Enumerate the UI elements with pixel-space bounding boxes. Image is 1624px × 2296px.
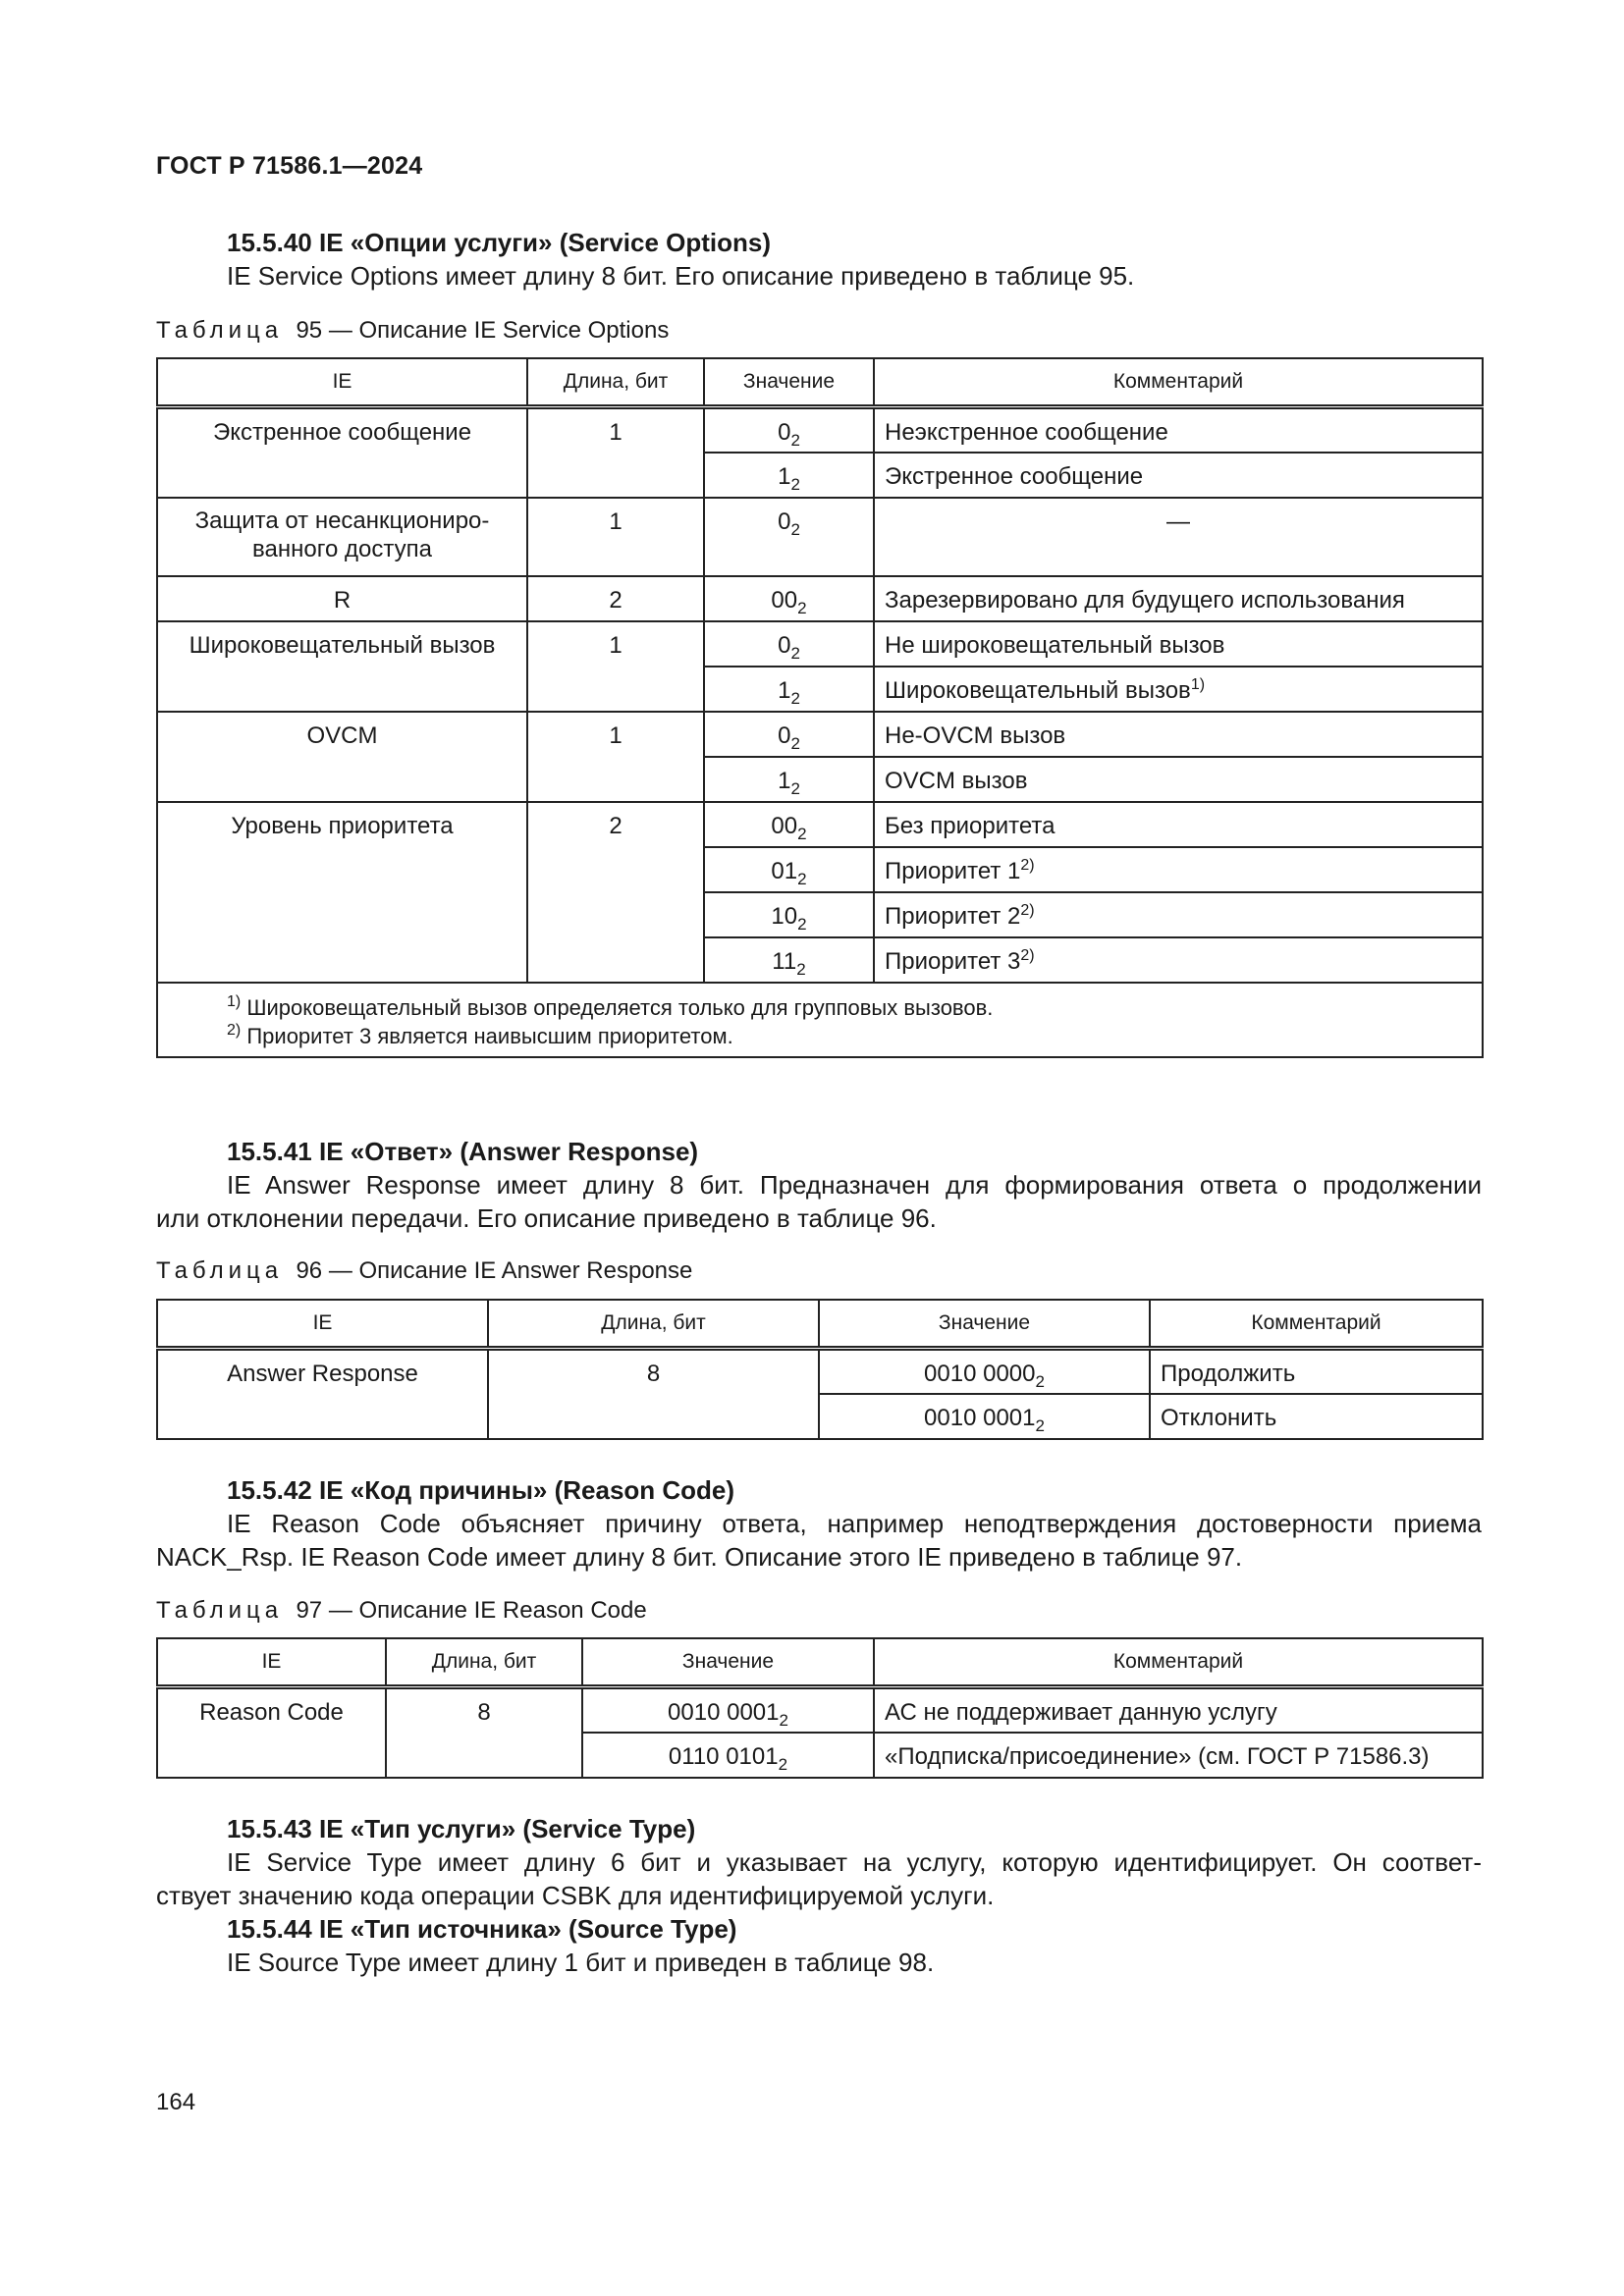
value-cell: $11_2$ — [704, 937, 874, 983]
table-header-row — [157, 1300, 1483, 1349]
section-text-15-5-43: IE Service Type имеет длину 6 бит и указывает на услугу, которую идентифицирует. Он соответ- ствует значению кода операции CSBK для идентифицируемой услуги. — [156, 1847, 1482, 1910]
comment-cell: Неэкстренное сообщение — [874, 407, 1483, 453]
value-cell: $0_2$ — [704, 407, 874, 453]
value-cell: $0_2$ — [704, 712, 874, 757]
table-footnotes — [157, 983, 1483, 1057]
header-value: Значение — [704, 358, 874, 407]
header-comment: Комментарий — [874, 1638, 1483, 1687]
comment-cell: Приоритет 3$^{2)}$ — [874, 937, 1483, 983]
section-title-15-5-43: 15.5.43 IE «Тип услуги» (Service Type) — [227, 1814, 696, 1843]
table-footnotes-row — [157, 983, 1483, 1057]
section-text-15-5-41: IE Answer Response имеет длину 8 бит. Предназначен для формирования ответа о продолжении или отклонении передачи. Его описание приведено в таблице 96. — [156, 1170, 1482, 1233]
header-value: Значение — [582, 1638, 874, 1687]
ie-cell: R — [157, 576, 527, 621]
footnote-2: $^{2)}$ Приоритет 3 является наивысшим приоритетом. — [227, 1021, 733, 1048]
ie-cell: Answer Response — [157, 1349, 488, 1439]
comment-cell: Отклонить — [1150, 1394, 1483, 1439]
comment-cell: Продолжить — [1150, 1349, 1483, 1394]
comment-cell: OVCM вызов — [874, 757, 1483, 802]
value-cell: $01_2$ — [704, 847, 874, 892]
comment-cell: АС не поддерживает данную услугу — [874, 1687, 1483, 1733]
section-title-15-5-42: 15.5.42 IE «Код причины» (Reason Code) — [227, 1475, 735, 1505]
header-ie: IE — [157, 1638, 386, 1687]
header-ie: IE — [157, 1300, 488, 1349]
ie-cell: OVCM — [157, 712, 527, 802]
table-row — [157, 498, 1483, 576]
table-row — [157, 576, 1483, 621]
header-length: Длина, бит — [386, 1638, 582, 1687]
comment-cell: Не-OVCM вызов — [874, 712, 1483, 757]
header-comment: Комментарий — [1150, 1300, 1483, 1349]
comment-cell: Экстренное сообщение — [874, 453, 1483, 498]
value-cell: $1_2$ — [704, 453, 874, 498]
table-97 — [156, 1637, 1484, 1779]
table-header-row — [157, 358, 1483, 407]
section-text-15-5-42: IE Reason Code объясняет причину ответа, например неподтверждения достоверности приема NACK_Rsp. IE Reason Code имеет длину 8 бит. Описание этого IE приведено в таблице 97. — [156, 1509, 1482, 1572]
value-cell: $00_2$ — [704, 802, 874, 847]
length-cell: 1 — [527, 498, 704, 576]
section-title-15-5-41: 15.5.41 IE «Ответ» (Answer Response) — [227, 1137, 699, 1166]
section-title-15-5-40: 15.5.40 IE «Опции услуги» (Service Options) — [227, 228, 771, 257]
table-row — [157, 712, 1483, 757]
ie-cell: Защита от несанкциониро- ванного доступа — [157, 498, 527, 576]
comment-cell: Зарезервировано для будущего использования — [874, 576, 1483, 621]
length-cell: 8 — [488, 1349, 819, 1439]
comment-cell: Широковещательный вызов$^{1)}$ — [874, 667, 1483, 712]
table-row — [157, 802, 1483, 847]
section-text-15-5-40: IE Service Options имеет длину 8 бит. Его описание приведено в таблице 95. — [227, 261, 1135, 291]
header-length: Длина, бит — [527, 358, 704, 407]
value-cell: 0010 $0001_2$ — [819, 1394, 1150, 1439]
length-cell: 2 — [527, 802, 704, 983]
ie-cell: Широковещательный вызов — [157, 621, 527, 712]
table-header-row — [157, 1638, 1483, 1687]
footnote-1: $^{1)}$ Широковещательный вызов определяется только для групповых вызовов. — [227, 992, 994, 1020]
value-cell: $10_2$ — [704, 892, 874, 937]
ie-cell: Reason Code — [157, 1687, 386, 1778]
table-95-caption: Таблица 95 — Описание IE Service Options — [156, 317, 670, 344]
value-cell: $1_2$ — [704, 667, 874, 712]
table-96 — [156, 1299, 1484, 1440]
table-97-caption: Таблица 97 — Описание IE Reason Code — [156, 1597, 647, 1624]
header-length: Длина, бит — [488, 1300, 819, 1349]
header-value: Значение — [819, 1300, 1150, 1349]
table-95 — [156, 357, 1484, 1058]
table-row — [157, 407, 1483, 453]
value-cell: $00_2$ — [704, 576, 874, 621]
header-comment: Комментарий — [874, 358, 1483, 407]
section-text-15-5-44: IE Source Type имеет длину 1 бит и приведен в таблице 98. — [227, 1948, 935, 1977]
length-cell: 1 — [527, 621, 704, 712]
table-96-caption: Таблица 96 — Описание IE Answer Response — [156, 1257, 693, 1284]
document-header: ГОСТ Р 71586.1—2024 — [156, 152, 423, 180]
length-cell: 2 — [527, 576, 704, 621]
length-cell: 8 — [386, 1687, 582, 1778]
length-cell: 1 — [527, 407, 704, 498]
comment-cell: «Подписка/присоединение» (см. ГОСТ Р 71586.3) — [874, 1733, 1483, 1778]
comment-cell: Без приоритета — [874, 802, 1483, 847]
value-cell: $0_2$ — [704, 621, 874, 667]
length-cell: 1 — [527, 712, 704, 802]
comment-cell: Приоритет 2$^{2)}$ — [874, 892, 1483, 937]
table-row — [157, 1349, 1483, 1394]
ie-cell: Уровень приоритета — [157, 802, 527, 983]
value-cell: 0110 $0101_2$ — [582, 1733, 874, 1778]
table-row — [157, 621, 1483, 667]
value-cell: $0_2$ — [704, 498, 874, 576]
comment-cell: — — [874, 498, 1483, 576]
value-cell: 0010 $0000_2$ — [819, 1349, 1150, 1394]
value-cell: $1_2$ — [704, 757, 874, 802]
header-ie: IE — [157, 358, 527, 407]
page-number: 164 — [156, 2089, 196, 2115]
section-title-15-5-44: 15.5.44 IE «Тип источника» (Source Type) — [227, 1914, 737, 1944]
value-cell: 0010 $0001_2$ — [582, 1687, 874, 1733]
table-row — [157, 1687, 1483, 1733]
comment-cell: Приоритет 1$^{2)}$ — [874, 847, 1483, 892]
ie-cell: Экстренное сообщение — [157, 407, 527, 498]
comment-cell: Не широковещательный вызов — [874, 621, 1483, 667]
